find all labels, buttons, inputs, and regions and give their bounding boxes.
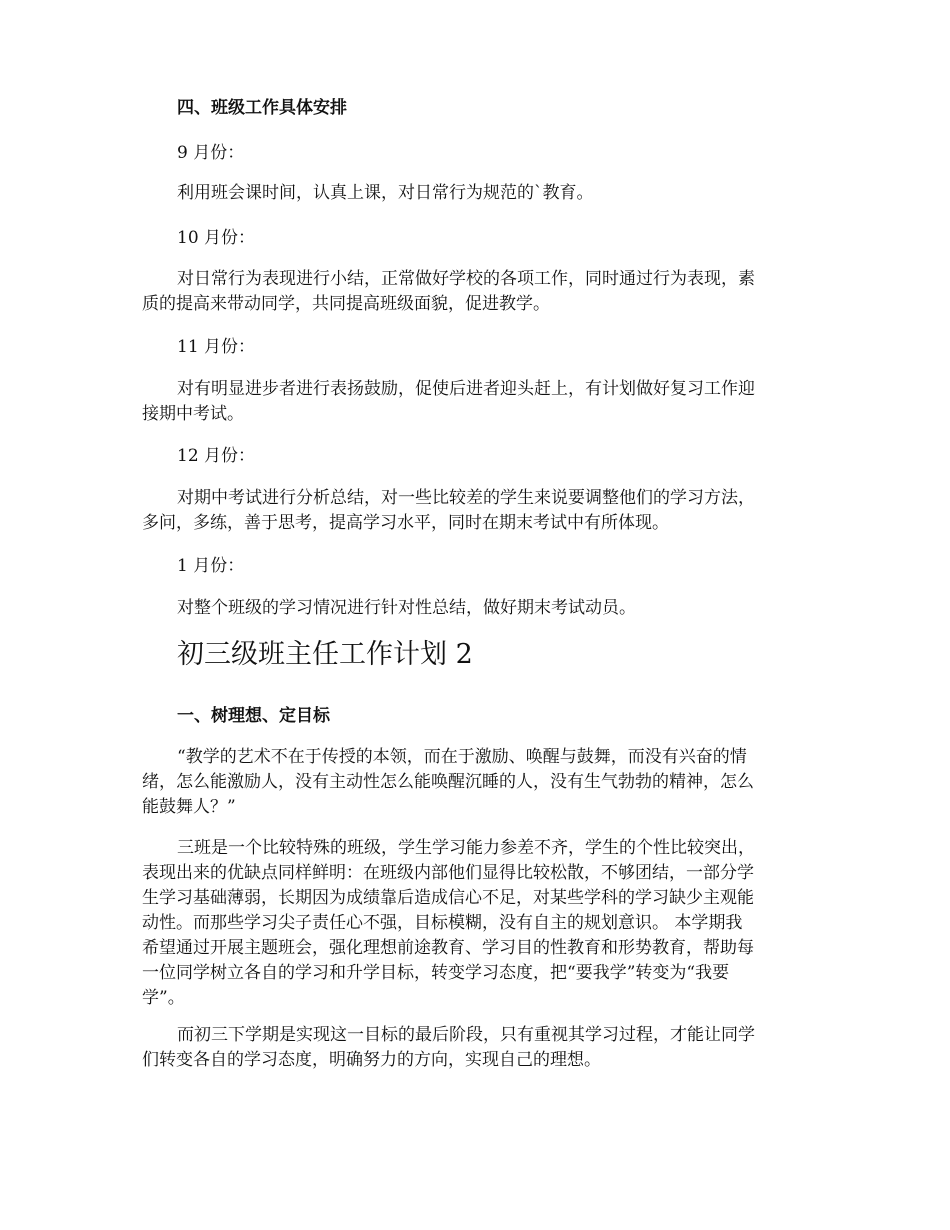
body-line: 一位同学树立各自的学习和升学目标，转变学习态度，把“要我学”转变为“我要 — [142, 963, 730, 983]
body-line: 表现出来的优缺点同样鲜明：在班级内部他们显得比较松散，不够团结，一部分学 — [142, 863, 754, 883]
heading-text: 一、树理想、定目标 — [177, 706, 330, 726]
body-line: 动性。而那些学习尖子责任心不强，目标模糊，没有自主的规划意识。 本学期我 — [142, 913, 743, 933]
quote-paragraph — [142, 745, 812, 820]
body-line: 三班是一个比较特殊的班级，学生学习能力参差不齐，学生的个性比较突出， — [177, 838, 755, 858]
body-line: 而初三下学期是实现这一目标的最后阶段，只有重视其学习过程，才能让同学 — [177, 1025, 755, 1045]
month-body-sep — [142, 181, 812, 206]
month-body-nov — [142, 377, 812, 427]
heading-text: 四、班级工作具体安排 — [177, 98, 347, 118]
body-line: 学”。 — [142, 988, 185, 1008]
month-body-jan — [142, 596, 812, 621]
body-line: 能鼓舞人？” — [142, 797, 236, 817]
month-label-oct — [142, 226, 812, 251]
body-line: 质的提高来带动同学，共同提高班级面貌，促进教学。 — [142, 294, 550, 314]
body-line: 绪，怎么能激励人，没有主动性怎么能唤醒沉睡的人，没有生气勃勃的精神，怎么 — [142, 772, 754, 792]
month-label: 1 月份： — [177, 556, 245, 576]
month-label-nov — [142, 335, 812, 360]
subsection-heading — [142, 704, 812, 729]
body-line: 生学习基础薄弱，长期因为成绩靠后造成信心不足，对某些学科的学习缺少主观能 — [142, 888, 754, 908]
month-label-sep — [142, 141, 812, 166]
body-line: 对整个班级的学习情况进行针对性总结，做好期末考试动员。 — [177, 598, 636, 618]
final-stage-paragraph — [142, 1023, 812, 1073]
body-line: 对日常行为表现进行小结，正常做好学校的各项工作，同时通过行为表现，素 — [177, 269, 755, 289]
month-label: 9 月份： — [177, 143, 245, 163]
month-label-jan — [142, 554, 812, 579]
body-line: “教学的艺术不在于传授的本领，而在于激励、唤醒与鼓舞，而没有兴奋的情 — [177, 747, 747, 767]
month-label: 12 月份： — [177, 446, 256, 466]
body-line: 希望通过开展主题班会，强化理想前途教育、学习目的性教育和形势教育，帮助每 — [142, 938, 754, 958]
month-label: 10 月份： — [177, 228, 256, 248]
body-line: 多问，多练，善于思考，提高学习水平，同时在期末考试中有所体现。 — [142, 513, 669, 533]
month-body-dec — [142, 486, 812, 536]
body-line: 对期中考试进行分析总结，对一些比较差的学生来说要调整他们的学习方法， — [177, 488, 755, 508]
document-title: 初三级班主任工作计划 2 — [177, 639, 473, 670]
month-label: 11 月份： — [177, 337, 256, 357]
body-line: 利用班会课时间，认真上课，对日常行为规范的`教育。 — [177, 183, 594, 203]
body-line: 接期中考试。 — [142, 404, 244, 424]
body-line: 对有明显进步者进行表扬鼓励，促使后进者迎头赶上，有计划做好复习工作迎 — [177, 379, 755, 399]
class-description-paragraph — [142, 836, 812, 1011]
section-heading — [142, 96, 812, 121]
month-label-dec — [142, 444, 812, 469]
body-line: 们转变各自的学习态度，明确努力的方向，实现自己的理想。 — [142, 1050, 601, 1070]
month-body-oct — [142, 267, 812, 317]
